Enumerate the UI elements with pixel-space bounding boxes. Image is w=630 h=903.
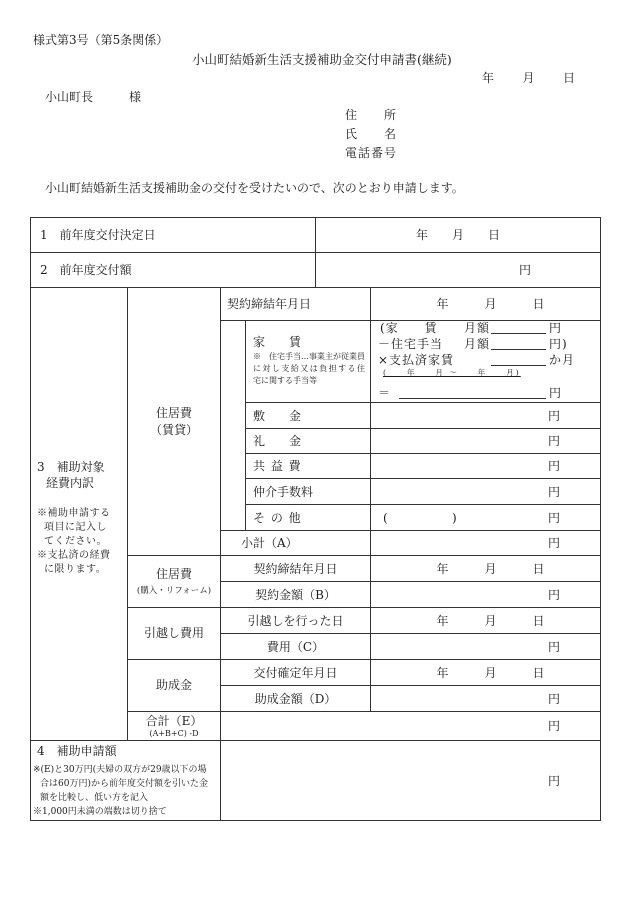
moving-date-label: 引越しを行った日 [221, 608, 371, 634]
moving-cost-c-field[interactable]: 円 [371, 634, 601, 660]
rent-note-line: ※ 住宅手当…事業主が従業員 [253, 352, 365, 361]
application-statement: 小山町結婚新生活支援補助金の交付を受けたいので、次のとおり申請します。 [45, 181, 464, 195]
calc-monthly-label: 月額 [464, 337, 491, 351]
deposit-field[interactable]: 円 [371, 403, 601, 429]
paid-months-blank[interactable] [491, 365, 546, 366]
expense-note-line: ※補助申請する [37, 508, 111, 519]
form-number: 様式第3号（第5条関係） [33, 33, 169, 47]
brokerage-fee-field[interactable]: 円 [371, 479, 601, 505]
prev-amount-field[interactable]: 円 [316, 253, 601, 288]
rental-items-indent [221, 321, 246, 531]
rent-monthly-blank[interactable] [491, 333, 546, 334]
rent-total-blank[interactable] [399, 398, 546, 399]
expense-note-line: てください。 [44, 536, 107, 547]
common-fee-label: 共 益 費 [246, 454, 371, 479]
subsidy-label: 助成金 [155, 678, 192, 692]
calc-allowance-label: －住宅手当 [378, 337, 444, 351]
requested-amount-notes [33, 763, 208, 819]
prev-decision-date-label: 1 前年度交付決定日 [31, 218, 316, 253]
contract-amount-b-field[interactable]: 円 [371, 582, 601, 608]
calc-monthly-label: 月額 [464, 321, 491, 335]
purchase-housing-label: 住居費 [155, 566, 192, 581]
calc-months-unit: か月 [549, 353, 576, 367]
calc-yen: 円 [549, 321, 563, 335]
total-e-cell [128, 712, 221, 741]
key-money-label: 礼 金 [246, 429, 371, 454]
application-table [30, 217, 601, 821]
total-e-field[interactable]: 円 [221, 712, 601, 741]
expense-note-line: に限ります。 [44, 564, 107, 575]
rental-contract-date-field[interactable]: 年 月 日 [371, 288, 601, 321]
subsidy-amount-d-label: 助成金額（D） [221, 686, 371, 712]
rental-housing-group [128, 288, 221, 556]
name-label: 氏 名 [345, 127, 398, 141]
other-expense-label: そ の 他 [246, 505, 371, 531]
requested-note-line: ※1,000円未満の端数は切り捨て [33, 807, 167, 817]
deposit-label: 敷 金 [246, 403, 371, 429]
allowance-monthly-blank[interactable] [491, 349, 546, 350]
requested-note-line: 合は60万円)から前年度交付額を引いた金 [40, 779, 208, 789]
application-date[interactable]: 年 月 日 [482, 71, 577, 85]
moving-expense-group [128, 608, 221, 660]
calc-rent-label: (家 賃 [380, 321, 438, 335]
calc-yen: 円 [549, 386, 563, 400]
purchase-contract-date-label: 契約締結年月日 [221, 556, 371, 582]
moving-cost-c-label: 費用（C） [221, 634, 371, 660]
rental-housing-sublabel: （賃貸） [149, 422, 198, 437]
expense-note-line: ※支払済の経費 [37, 550, 111, 561]
other-close-paren: ) [452, 511, 457, 525]
contract-amount-b-label: 契約金額（B） [221, 582, 371, 608]
calc-yen-close: 円) [549, 337, 568, 351]
requested-amount-cell [31, 741, 221, 821]
moving-date-field[interactable]: 年 月 日 [371, 608, 601, 634]
subtotal-a-label: 小計（A） [221, 531, 371, 556]
prev-amount-label: 2 前年度交付額 [31, 253, 316, 288]
requested-amount-label: 4 補助申請額 [37, 744, 117, 758]
brokerage-fee-label: 仲介手数料 [246, 479, 371, 505]
common-fee-field[interactable]: 円 [371, 454, 601, 479]
rent-label: 家 賃 [253, 335, 302, 349]
rental-housing-label: 住居費 [155, 405, 192, 420]
rental-contract-date-label: 契約締結年月日 [221, 288, 371, 321]
moving-expense-label: 引越し費用 [143, 626, 204, 640]
total-e-formula: (A+B+C) -D [149, 728, 199, 738]
phone-label: 電話番号 [345, 146, 398, 160]
subsidy-date-field[interactable]: 年 月 日 [371, 660, 601, 686]
rent-calculation-field[interactable] [371, 321, 601, 403]
requested-note-line: 額を比較し、低い方を記入 [40, 793, 149, 803]
address-label: 住 所 [345, 108, 398, 122]
rent-note-line: に対し支給又は負担する住 [253, 364, 365, 373]
purchase-housing-sublabel: (購入・リフォーム) [136, 585, 212, 596]
requested-amount-field[interactable]: 円 [221, 741, 601, 821]
subsidy-date-label: 交付確定年月日 [221, 660, 371, 686]
total-e-label: 合計（E） [145, 713, 203, 728]
expense-note-line: 項目に記入し [44, 522, 107, 533]
prev-decision-date-field[interactable]: 年 月 日 [316, 218, 601, 253]
calc-paid-label: ×支払済家賃 [378, 353, 455, 367]
addressee: 小山町長 様 [45, 90, 142, 104]
rent-note [253, 351, 365, 387]
requested-note-line: ※(E)と30万円(夫婦の双方が29歳以下の場 [33, 765, 207, 775]
calc-period[interactable]: ( 年 月 ～ 年 月) [383, 368, 521, 377]
calc-equals: ＝ [378, 386, 392, 400]
other-expense-field[interactable] [371, 505, 601, 531]
expense-breakdown-cell [31, 288, 128, 741]
subtotal-a-field[interactable]: 円 [371, 531, 601, 556]
purchase-housing-group [128, 556, 221, 608]
other-open-paren: ( [383, 511, 388, 525]
key-money-field[interactable]: 円 [371, 429, 601, 454]
rent-note-line: 宅に関する手当等 [253, 376, 317, 385]
expense-breakdown-heading: 3 補助対象 [37, 460, 105, 474]
form-title: 小山町結婚新生活支援補助金交付申請書(継続) [192, 52, 452, 67]
expense-breakdown-subheading: 経費内訳 [46, 476, 95, 490]
subsidy-group [128, 660, 221, 712]
purchase-contract-date-field[interactable]: 年 月 日 [371, 556, 601, 582]
other-yen: 円 [547, 510, 560, 525]
subsidy-amount-d-field[interactable]: 円 [371, 686, 601, 712]
rent-label-cell [246, 321, 371, 403]
